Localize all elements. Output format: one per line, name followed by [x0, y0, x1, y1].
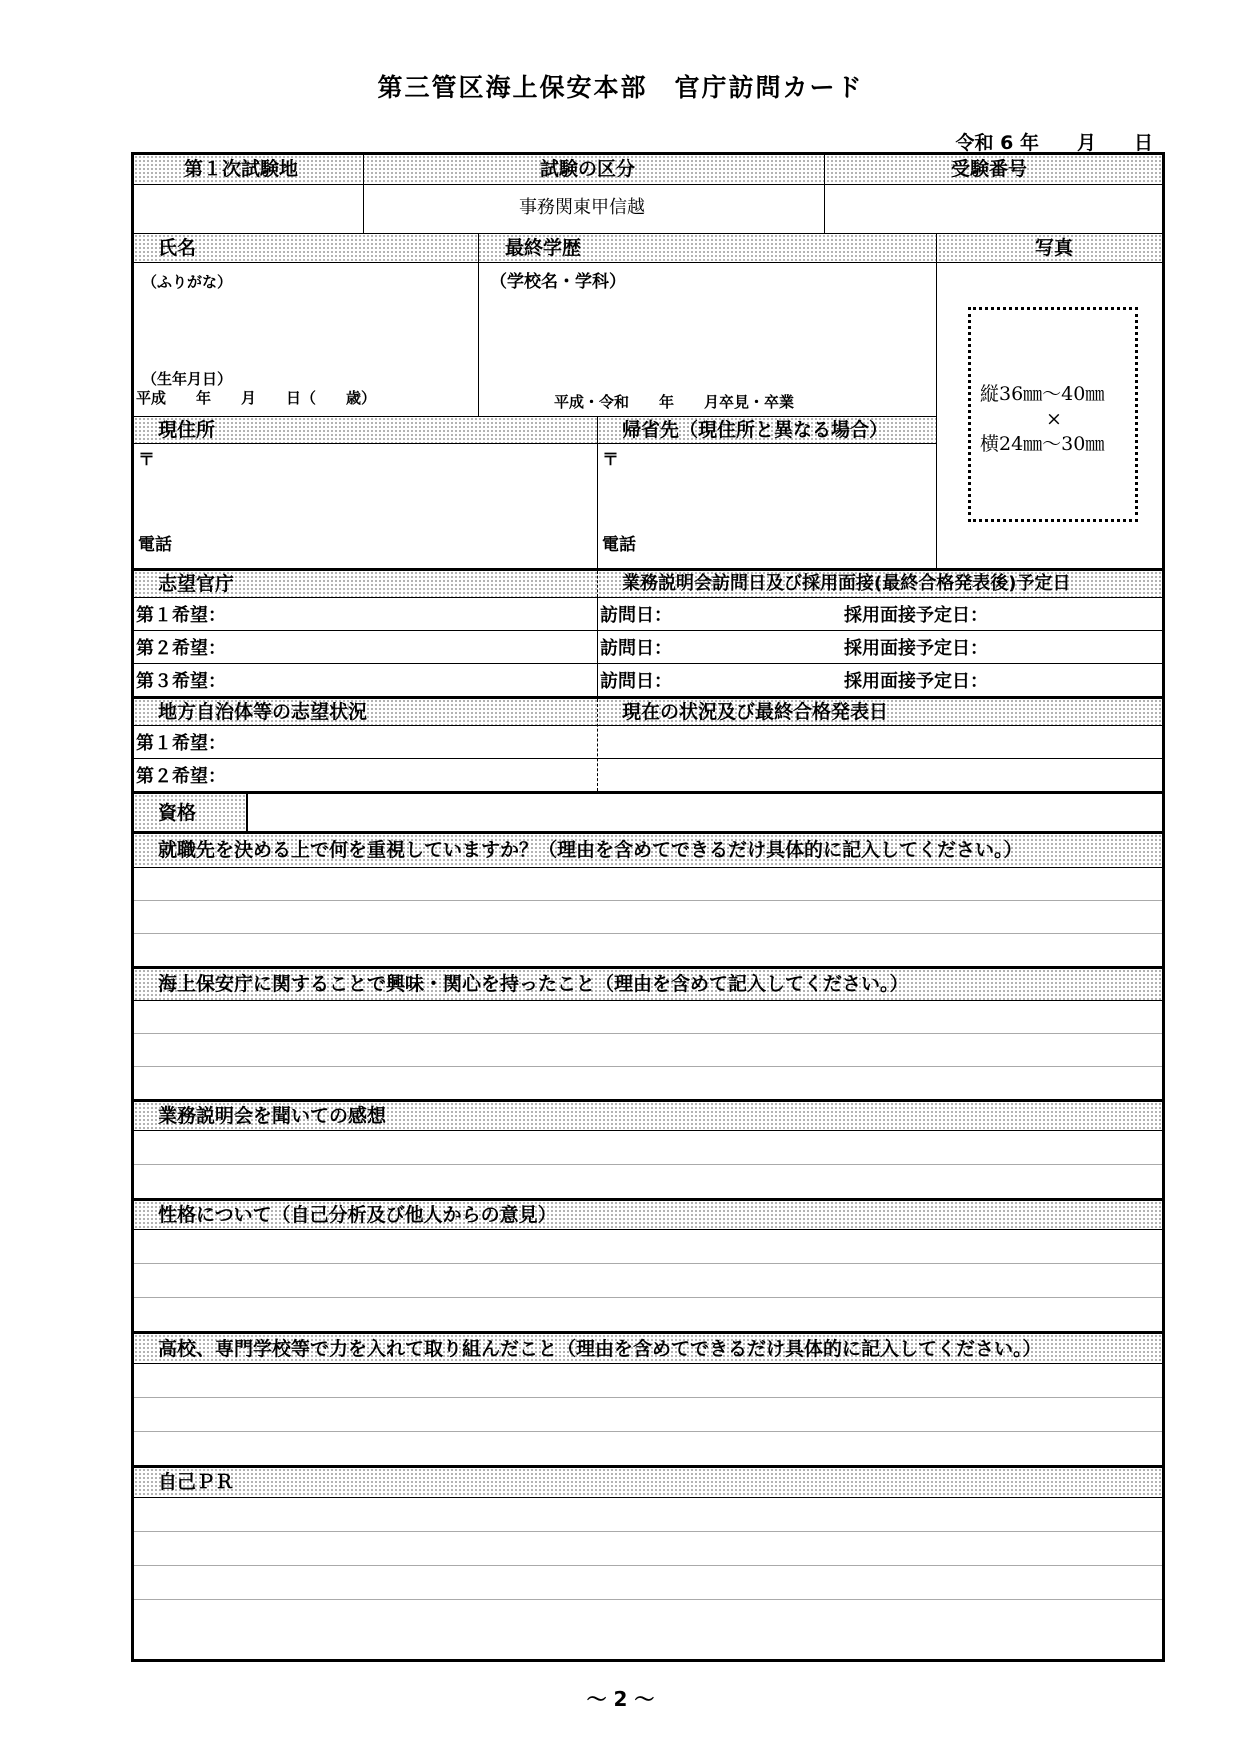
current-phone-label: 電話	[138, 535, 172, 555]
section-effort-header: 高校、専門学校等で力を入れて取り組んだこと（理由を含めてできるだけ具体的に記入してください。）	[158, 1338, 1042, 1360]
agency-choice-3[interactable]: 第３希望：	[136, 671, 226, 692]
visit-date-3[interactable]: 訪問日：	[600, 671, 672, 692]
local-choice-2[interactable]: 第２希望：	[136, 766, 226, 787]
school-label: （学校名・学科）	[490, 272, 626, 292]
visit-card-form	[131, 152, 1165, 1662]
agency-header-right: 業務説明会訪問日及び採用面接(最終合格発表後)予定日	[622, 573, 1071, 594]
page-number: ～ 2 ～	[586, 1687, 655, 1711]
photo-size-width: 横24㎜～30㎜	[980, 433, 1105, 455]
section-priorities-header: 就職先を決める上で何を重視していますか？（理由を含めてできるだけ具体的に記入してください。）	[158, 839, 1023, 861]
exam-site-label: 第１次試験地	[184, 158, 299, 180]
local-choice-1[interactable]: 第１希望：	[136, 733, 226, 754]
interview-date-3[interactable]: 採用面接予定日：	[844, 671, 988, 692]
birth-label: （生年月日）	[142, 370, 233, 388]
current-postal-mark: 〒	[138, 450, 155, 470]
furigana-label: （ふりがな）	[142, 273, 233, 291]
section-self-pr-header: 自己ＰＲ	[158, 1471, 235, 1493]
interview-date-2[interactable]: 採用面接予定日：	[844, 638, 988, 659]
page-title: 第三管区海上保安本部 官庁訪問カード	[377, 73, 864, 102]
home-postal-mark: 〒	[602, 450, 619, 470]
photo-label: 写真	[1035, 237, 1074, 259]
exam-category-label: 試験の区分	[540, 158, 636, 180]
graduation-line[interactable]: 平成・令和 年 月卒見・卒業	[554, 393, 795, 411]
home-address-label: 帰省先（現住所と異なる場合）	[622, 419, 889, 441]
date-line: 令和 6 年 月 日	[955, 132, 1153, 154]
agency-choice-1[interactable]: 第１希望：	[136, 605, 226, 626]
agency-header-left: 志望官庁	[158, 573, 235, 595]
home-phone-label: 電話	[602, 535, 636, 555]
local-header-left: 地方自治体等の志望状況	[158, 701, 368, 723]
education-label: 最終学歴	[505, 237, 582, 259]
section-personality-header: 性格について（自己分析及び他人からの意見）	[158, 1204, 557, 1226]
exam-number-label: 受験番号	[951, 158, 1028, 180]
current-address-label: 現住所	[158, 419, 216, 441]
agency-choice-2[interactable]: 第２希望：	[136, 638, 226, 659]
birth-line[interactable]: 平成 年 月 日（ 歳）	[136, 389, 377, 407]
exam-category-value[interactable]: 事務関東甲信越	[519, 197, 645, 218]
section-interest-header: 海上保安庁に関することで興味・関心を持ったこと（理由を含めて記入してください。）	[158, 973, 909, 995]
photo-size-height: 縦36㎜～40㎜	[980, 383, 1105, 405]
qualification-label: 資格	[158, 802, 197, 824]
photo-size-times: ×	[1046, 408, 1062, 430]
interview-date-1[interactable]: 採用面接予定日：	[844, 605, 988, 626]
name-label: 氏名	[158, 237, 197, 259]
local-header-right: 現在の状況及び最終合格発表日	[622, 701, 889, 723]
visit-date-1[interactable]: 訪問日：	[600, 605, 672, 626]
section-impressions-header: 業務説明会を聞いての感想	[158, 1105, 387, 1127]
visit-date-2[interactable]: 訪問日：	[600, 638, 672, 659]
